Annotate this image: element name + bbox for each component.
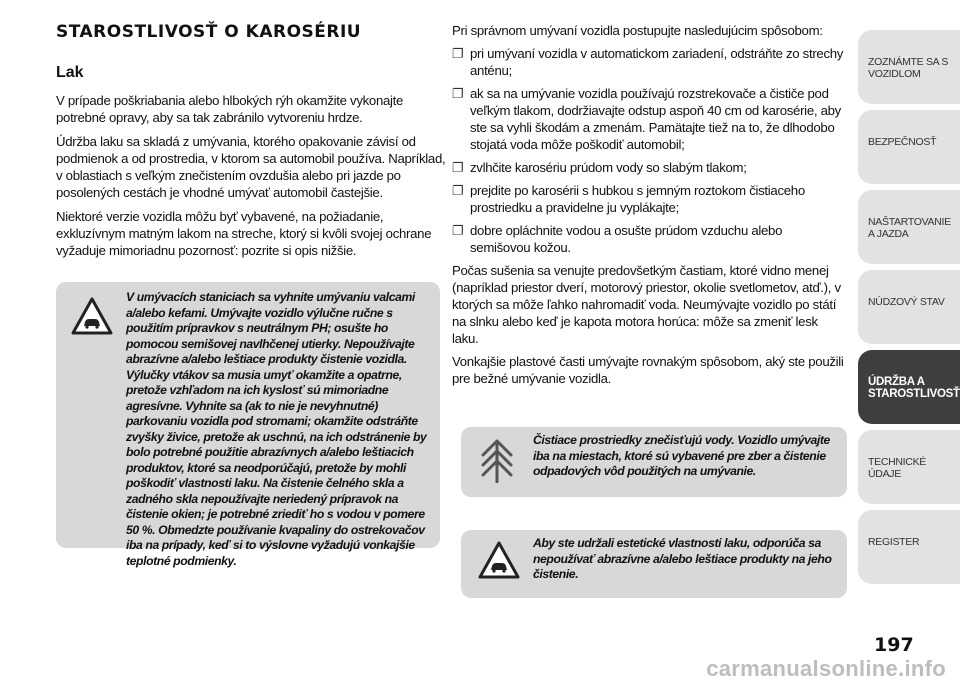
tab-register[interactable]: REGISTER: [858, 510, 960, 584]
tab-udrzba[interactable]: ÚDRŽBA A STAROSTLIVOSŤ: [858, 350, 960, 424]
environment-note-text: Čistiace prostriedky znečisťujú vody. Vozidlo umývajte iba na miestach, ktoré sú vybavené pre zber a čistenie odpadových vôd použitých na umývanie.: [533, 433, 830, 478]
warning-small-text: Aby ste udržali estetické vlastnosti laku, odporúča sa nepoužívať abrazívne a/alebo leštiace produkty na jeho čistenie.: [533, 536, 832, 581]
list-item: ❐ pri umývaní vozidla v automatickom zariadení, odstráňte zo strechy anténu;: [452, 46, 844, 78]
paragraph: Údržba laku sa skladá z umývania, ktorého opakovanie závisí od podmienok a od prostredia, v ktorom sa automobil používa. Napríklad, v oblastiach s veľkým znečistením ovzdušia alebo pri jazde po posolených cestách je vhodné umývať automobil častejšie.: [56, 134, 446, 200]
intro-text: Pri správnom umývaní vozidla postupujte nasledujúcim spôsobom:: [452, 23, 823, 38]
environment-tree-icon: [477, 437, 517, 490]
tab-zoznamte-sa[interactable]: ZOZNÁMTE SA S VOZIDLOM: [858, 30, 960, 104]
tab-nastartovanie[interactable]: NAŠTARTOVANIE A JAZDA: [858, 190, 960, 264]
list-item: ❐ dobre opláchnite vodou a osušte prúdom vzduchu alebo semišovou kožou.: [452, 223, 783, 255]
tab-technicke-udaje[interactable]: TECHNICKÉ ÚDAJE: [858, 430, 960, 504]
checkbox-bullet-icon: ❐: [452, 160, 464, 175]
subheading: Lak: [56, 64, 84, 81]
list-item: ❐ zvlhčite karosériu prúdom vody so slabým tlakom;: [452, 160, 747, 175]
left-column: [56, 22, 446, 266]
warning-triangle-car-icon: [70, 296, 114, 341]
checkbox-bullet-icon: ❐: [452, 46, 464, 61]
checkbox-bullet-icon: ❐: [452, 86, 464, 101]
page-number: 197: [874, 634, 914, 656]
environment-note-box: [461, 427, 847, 497]
tab-bezpecnost[interactable]: BEZPEČNOSŤ: [858, 110, 960, 184]
paragraph: Vonkajšie plastové časti umývajte rovnakým spôsobom, aký ste použili pre bežné umývanie vozidla.: [452, 354, 844, 386]
list-item: ❐ ak sa na umývanie vozidla používajú rozstrekovače a čističe pod veľkým tlakom, dodržiavajte odstup aspoň 40 cm od karosérie, aby ste sa vyhli škodám a zmenám. Pamätajte tiež na to, že dlhodobo stojatá voda môže poškodiť automobil;: [452, 86, 841, 152]
list-item: ❐ prejdite po karosérii s hubkou s jemným roztokom čistiaceho prostriedku a pravidelne ju vyplákajte;: [452, 183, 805, 215]
right-column: [452, 22, 844, 393]
checkbox-bullet-icon: ❐: [452, 223, 464, 238]
warning-box-small: [461, 530, 847, 598]
bullet-list: [452, 45, 844, 256]
warning-main-text: V umývacích staniciach sa vyhnite umývaniu valcami a/alebo kefami. Umývajte vozidlo výlučne ručne s použitím prípravkov s neutrálnym PH; osušte ho pomocou semišovej navlhčenej utierky. Nepoužívajte abrazívne a/alebo leštiace produkty čistenie vozidla. Výlučky vtákov sa musia umyť okamžite a opatrne, pretože vzhľadom na ich kyslosť sú mimoriadne agresívne. Vyhnite sa (ak to nie je nevyhnutné) parkovaniu vozidla pod stromami; okamžite odstráňte zvyšky živice, pretože ak uschnú, na ich odstránenie by bolo potrebné použitie abrazívnych a/alebo leštiacich produktov, ktoré sa neodporúčajú, pretože by mohli poškodiť vlastnosti laku. Na čistenie čelného skla a zadného skla nepoužívajte neriedený prípravok na čistenie okien; je potrebné zriediť ho s vodou v pomere 50 %. Obmedzte používanie kvapaliny do ostrekovačov iba na prípady, keď si to výslovne vyžadujú vonkajšie teplotné podmienky.: [126, 290, 427, 568]
paragraph: Počas sušenia sa venujte predovšetkým častiam, ktoré vidno menej (napríklad priestor dverí, motorový priestor, okolie svetlometov, atď.), v ktorých sa môže ľahko nahromadiť voda. Neumývajte vozidlo po státí na slnku alebo keď je kapota motora horúca: môže sa zmeniť lesk laku.: [452, 263, 841, 346]
section-title: STAROSTLIVOSŤ O KAROSÉRIU: [56, 22, 362, 42]
paragraph: Niektoré verzie vozidla môžu byť vybavené, na požiadanie, exkluzívnym matným lakom na streche, ktorý si kvôli svojej ochrane vyžaduje mimoriadnu pozornosť: pozrite si opis nižšie.: [56, 209, 432, 258]
warning-box-main: [56, 282, 440, 568]
warning-triangle-car-icon: [477, 540, 521, 585]
chapter-tabs: [858, 30, 960, 590]
checkbox-bullet-icon: ❐: [452, 183, 464, 198]
paragraph: V prípade poškriabania alebo hlbokých rýh okamžite vykonajte potrebné opravy, aby sa tak zabránilo vytvoreniu hrdze.: [56, 93, 404, 125]
watermark: carmanualsonline.info: [706, 656, 946, 681]
tab-nudzovy-stav[interactable]: NÚDZOVÝ STAV: [858, 270, 960, 344]
